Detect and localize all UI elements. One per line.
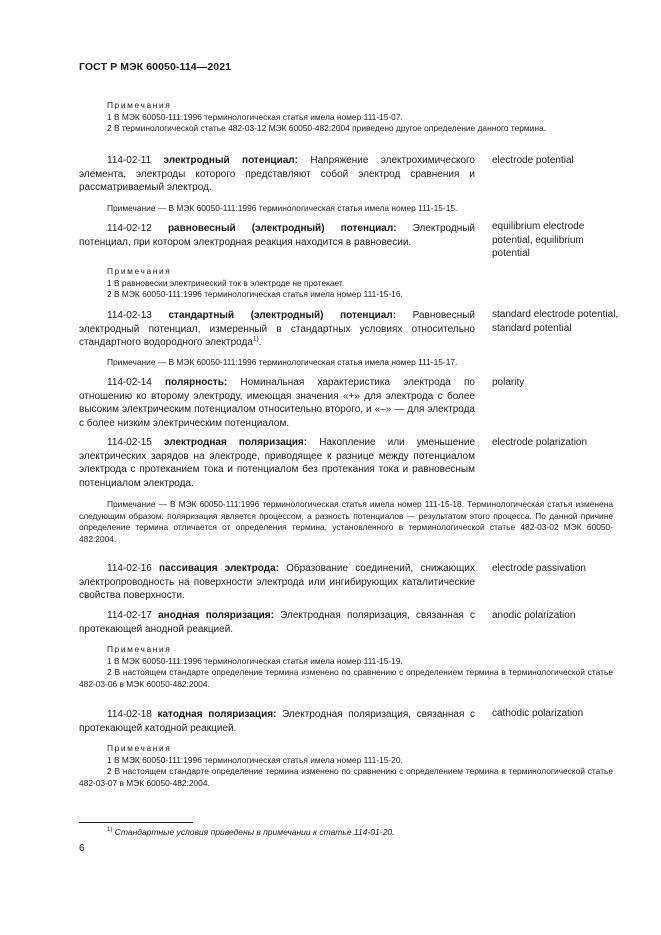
notes-heading: Примечания [107, 743, 172, 753]
english-equivalent: anodic polarization [492, 610, 576, 621]
notes-heading: Примечания [107, 266, 172, 276]
term-title: пассивация электрода: [158, 563, 279, 574]
note-item: 2 В терминологической статье 482-03-12 МЭК 60050-482:2004 приведено другое определение данного термина. [107, 123, 546, 134]
english-equivalent: electrode passivation [492, 563, 586, 574]
term-title: катодная поляризация: [157, 709, 277, 720]
note-item: 2 В настоящем стандарте определение термина изменено по сравнению с определением термина в терминологической статье 482-03-07 в МЭК 60050-482:2004. [79, 766, 613, 788]
term-definition: Электродный потенциал, при котором электродная реакция находится в равновесии. [79, 223, 475, 248]
term-title: электродная поляризация: [163, 437, 308, 448]
footnote-divider [79, 822, 193, 823]
term-title: полярность: [165, 377, 228, 388]
english-equivalent: electrode polarization [492, 437, 588, 448]
term-title: стандартный (электродный) потенциал: [168, 310, 397, 321]
term-entry [79, 708, 475, 735]
english-equivalent: polarity [492, 377, 525, 388]
notes-heading: Примечания [107, 100, 172, 110]
notes-heading: Примечания [107, 644, 172, 654]
term-number: 114-02-13 [107, 310, 152, 321]
page-number: 6 [79, 843, 85, 854]
note-item: 2 В МЭК 60050-111:1996 терминологическая статья имела номер 111-15-16. [107, 289, 403, 300]
note-item: 1 В МЭК 60050-111:1996 терминологическая статья имела номер 111-15-20. [107, 754, 403, 765]
note-item: 1 В МЭК 60050-111:1996 терминологическая статья имела номер 111-15-19. [107, 655, 403, 666]
term-definition: Номинальная характеристика электрода по отношению ко второму электроду, имеющая значения «+» для электрода с более высоким электрическим потенциалом относительно второго, и «–» — для электрода с более низким электрическим потенциалом. [79, 377, 475, 429]
note-item: 1 В МЭК 60050-111:1996 терминологическая статья имела номер 111-15-07. [107, 111, 403, 122]
english-equivalent: cathodic polarization [492, 708, 584, 719]
note-text: Примечание — В МЭК 60050-111:1996 терминологическая статья имела номер 111-15-15. [107, 203, 458, 213]
term-note [79, 203, 613, 215]
term-title: электродный потенциал: [163, 155, 298, 166]
note-item: 2 В настоящем стандарте определение термина изменено по сравнению с определением термина в терминологической статье 482-03-06 в МЭК 60050-482:2004. [79, 667, 613, 689]
term-definition: Электродная поляризация, связанная с протекающей анодной реакцией. [79, 610, 476, 635]
term-number: 114-02-11 [107, 155, 152, 166]
term-definition: Электродная поляризация, связанная с протекающей катодной реакцией. [79, 709, 476, 734]
notes-block [79, 100, 613, 135]
term-entry [79, 222, 475, 249]
english-equivalent: standard electrode potential, standard potential [492, 309, 619, 334]
term-entry [79, 436, 475, 490]
notes-block [79, 266, 613, 301]
note-item: 1 В равновесии электрический ток в электроде не протекает. [107, 277, 345, 288]
term-title: анодная поляризация: [158, 610, 274, 621]
footnote-mark: 1) [107, 827, 113, 834]
term-number: 114-02-14 [107, 377, 152, 388]
term-number: 114-02-18 [107, 709, 152, 720]
english-equivalent: electrode potential [492, 155, 574, 166]
term-definition: Напряжение электрохимического элемента, электроды которого представляют собой электрод сравнения и рассматриваемый электрод. [79, 155, 475, 194]
term-note [79, 499, 613, 545]
english-equivalent: equilibrium electrode potential, equilibrium potential [492, 221, 585, 260]
document-header: ГОСТ Р МЭК 60050-114—2021 [79, 61, 232, 73]
term-definition: Накопление или уменьшение электрических зарядов на электроде, приводящее к разнице между потенциалом электрода с протеканием тока и потенциалом без протекания тока и равновесным потенциалом электрода. [79, 437, 476, 489]
term-number: 114-02-16 [107, 563, 152, 574]
term-entry: 114-02-13 стандартный (электродный) потенциал: Равновесный электродный потенциал, измеренный в стандартных условиях относительно стандартного водородного электрода$^{1)}$. [79, 310, 475, 349]
term-entry [79, 609, 475, 636]
term-number: 114-02-17 [107, 610, 152, 621]
note-text: Примечание — В МЭК 60050-111:1996 терминологическая статья имела номер 111-15-18. Терминологическая статья изменена следующим образом: поляризация является процессом, а разность потенциалов — результатом этого процесса. По данной причине определение термина отличается от определения термина, установленного в терминологической статье 482-03-02 МЭК 60050-482:2004. [79, 499, 613, 544]
term-entry [79, 154, 475, 195]
term-entry [79, 376, 475, 430]
notes-block [79, 743, 613, 789]
term-note [79, 357, 613, 369]
term-entry [79, 562, 475, 603]
note-text: Примечание — В МЭК 60050-111:1996 терминологическая статья имела номер 111-15-17. [107, 357, 458, 367]
footnote-mark: 1) [252, 335, 259, 343]
term-number: 114-02-12 [107, 223, 152, 234]
term-number: 114-02-15 [107, 437, 152, 448]
footnote [79, 827, 394, 837]
footnote-text: Стандартные условия приведены в примечании к статье 114-01-20. [114, 827, 395, 837]
term-title: равновесный (электродный) потенциал: [167, 223, 397, 234]
term-definition: Равновесный электродный потенциал, измеренный в стандартных условиях относительно стандартного водородного электрода [79, 310, 475, 349]
term-definition: Образование соединений, снижающих электропроводность на поверхности электрода или ингибирующих каталитические свойства поверхности. [79, 563, 475, 602]
notes-block [79, 644, 613, 690]
